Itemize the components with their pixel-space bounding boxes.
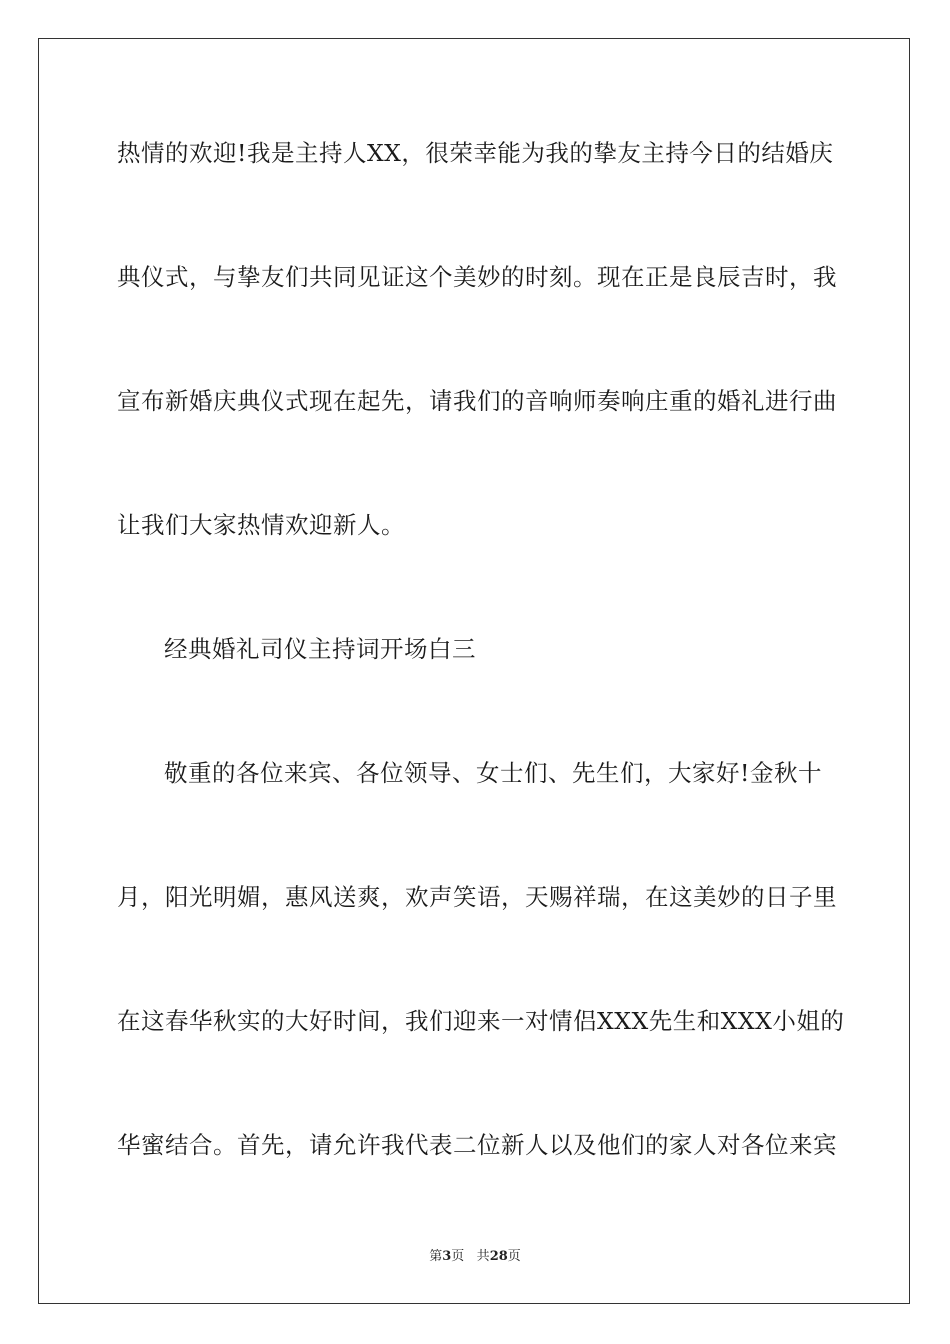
text-line: 月，阳光明媚，惠风送爽，欢声笑语，天赐祥瑞，在这美妙的日子里: [117, 883, 837, 911]
total-suffix: 页: [507, 1249, 521, 1264]
text-line: 敬重的各位来宾、各位领导、女士们、先生们，大家好!金秋十: [164, 759, 822, 787]
total-pages: 28: [489, 1249, 508, 1264]
text-line: 典仪式，与挚友们共同见证这个美妙的时刻。现在正是良辰吉时，我: [117, 263, 837, 291]
text-line: 宣布新婚庆典仪式现在起先，请我们的音响师奏响庄重的婚礼进行曲: [117, 387, 837, 415]
page-prefix: 第: [429, 1249, 443, 1264]
text-line: 热情的欢迎!我是主持人XX，很荣幸能为我的挚友主持今日的结婚庆: [117, 139, 834, 167]
text-line: 让我们大家热情欢迎新人。: [117, 511, 405, 539]
section-heading: 经典婚礼司仪主持词开场白三: [164, 635, 476, 663]
text-line: 在这春华秋实的大好时间，我们迎来一对情侣XXX先生和XXX小姐的: [117, 1007, 845, 1035]
page-frame: [38, 38, 910, 1304]
page-footer: [0, 1248, 950, 1266]
page-number: 3: [442, 1249, 452, 1264]
total-prefix: 共: [476, 1249, 490, 1264]
page-suffix: 页: [451, 1249, 465, 1264]
text-line: 华蜜结合。首先，请允许我代表二位新人以及他们的家人对各位来宾: [117, 1131, 837, 1159]
